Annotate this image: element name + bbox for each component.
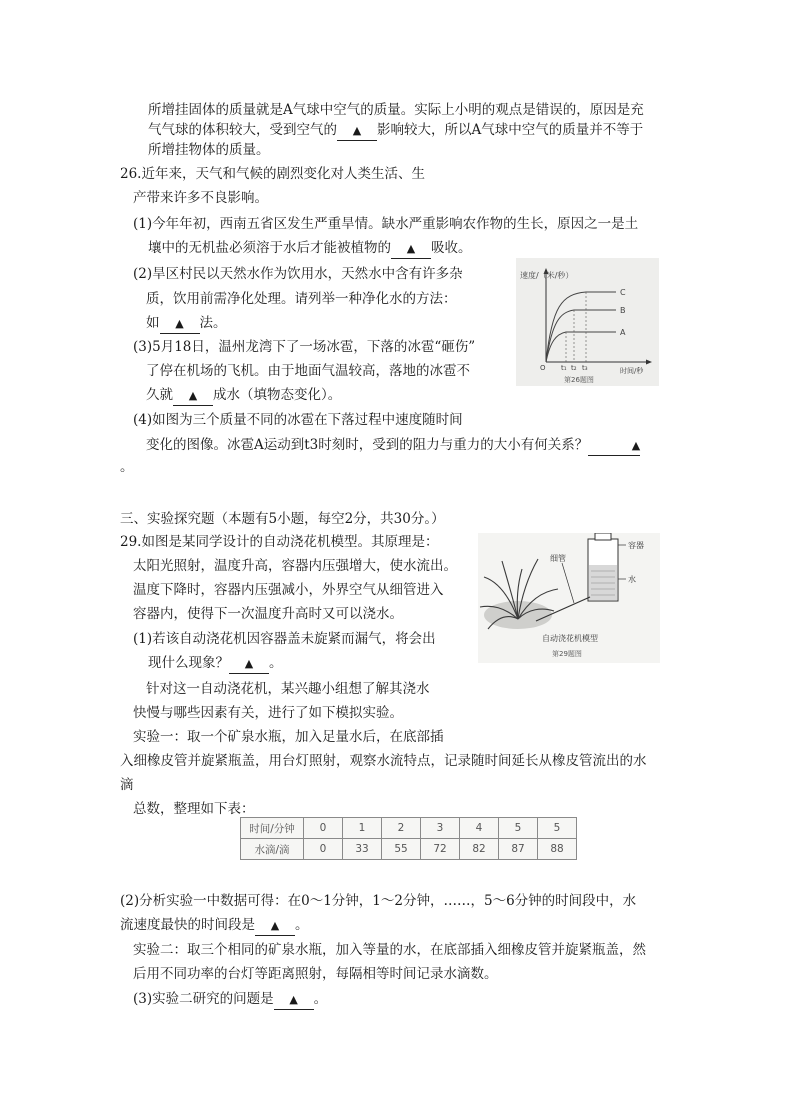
q29-intro1: 29.如图是某同学设计的自动浇花机模型。其原理是：: [120, 534, 439, 550]
q29-p2-line2: [120, 916, 309, 936]
q29-intro4: 容器内，使得下一次温度升高时又可以浇水。: [133, 606, 403, 622]
tick-t3: t₃: [582, 364, 588, 372]
answer-blank-q26-4[interactable]: [588, 436, 640, 456]
q26-intro1: 26.近年来，天气和气候的剧烈变化对人类生活、生: [120, 166, 425, 182]
q29-para1: 针对这一自动浇花机，某兴趣小组想了解其浇水: [146, 681, 430, 697]
q26-p3-line2: 了停在机场的飞机。由于地面气温较高，落地的冰雹不: [146, 363, 470, 379]
answer-blank-q26-1[interactable]: [391, 239, 431, 259]
q29-exp1-line4: 总数，整理如下表：: [133, 801, 255, 817]
figure-title: 自动浇花机模型: [542, 634, 598, 643]
figure-caption: 第29题图: [552, 650, 582, 658]
q26-p1-line2: [148, 239, 472, 259]
label-water: 水: [628, 575, 636, 584]
water-drop-table: [240, 817, 577, 860]
q26-intro2: 产带来许多不良影响。: [133, 190, 268, 206]
answer-mark: ▲: [352, 124, 362, 137]
curve-label-a: A: [620, 328, 626, 337]
q26-p3-pre: 久就: [146, 387, 173, 403]
bottle-cap: [595, 533, 611, 540]
answer-mark: ▲: [270, 919, 280, 932]
q26-p2-line3: [146, 314, 227, 334]
table-row: [241, 818, 577, 839]
section3-heading: 三、实验探究题（本题有5小题，每空2分，共30分。）: [120, 511, 445, 527]
q29-exp1-line3: 滴: [120, 777, 134, 793]
curve-label-c: C: [620, 288, 626, 297]
q26-p4-text: 变化的图像。冰雹A运动到t3时刻时，受到的阻力与重力的大小有何关系？: [146, 437, 589, 453]
answer-blank-q26-2[interactable]: [160, 314, 200, 334]
auto-watering-figure: [478, 533, 660, 663]
q29-p2-line1: (2)分析实验一中数据可得：在0～1分钟，1～2分钟，……，5～6分钟的时间段中，水: [120, 893, 637, 909]
q26-p3-line1: (3)5月18日，温州龙湾下了一场冰雹，下落的冰雹“砸伤”: [133, 339, 476, 355]
table-cell: 0: [304, 818, 343, 839]
answer-blank-q29-3[interactable]: [274, 990, 314, 1010]
answer-blank-q29-1[interactable]: [229, 654, 269, 674]
q26-p4-line1: (4)如图为三个质量不同的冰雹在下落过程中速度随时间: [133, 412, 463, 428]
q25-line1: 所增挂固体的质量就是A气球中空气的质量。实际上小明的观点是错误的，原因是充: [148, 102, 644, 118]
graph-caption: 第26题图: [564, 376, 594, 384]
q26-p2-pre: 如: [146, 315, 160, 331]
q29-para2: 快慢与哪些因素有关，进行了如下模拟实验。: [133, 705, 403, 721]
q25-line2-post: 影响较大，所以A气球中空气的质量并不等于: [377, 122, 644, 138]
q26-p2-line1: (2)旱区村民以天然水作为饮用水，天然水中含有许多杂: [133, 266, 463, 282]
answer-mark: ▲: [631, 439, 641, 452]
q26-p4-line2: [146, 436, 640, 456]
table-cell: 1: [343, 818, 382, 839]
q29-p1-post: 。: [269, 655, 283, 671]
answer-blank-q25[interactable]: [337, 121, 377, 141]
q29-p3: [133, 990, 327, 1010]
answer-blank-q26-3[interactable]: [173, 386, 213, 406]
q29-p3-post: 。: [313, 991, 328, 1007]
table-cell: 4: [460, 818, 499, 839]
table-cell: 5: [499, 818, 538, 839]
q29-p1-line1: (1)若该自动浇花机因容器盖未旋紧而漏气，将会出: [133, 631, 436, 647]
q29-p1-pre: 现什么现象？: [148, 655, 229, 671]
table-cell: 5: [538, 818, 577, 839]
q26-p1-pre: 壤中的无机盐必须溶于水后才能被植物的: [148, 240, 391, 256]
answer-mark: ▲: [289, 993, 298, 1006]
answer-mark: ▲: [175, 317, 184, 330]
q26-p4-end: 。: [120, 459, 134, 475]
table-cell: 33: [343, 839, 382, 860]
q26-p3-line3: [146, 386, 341, 406]
table-row: [241, 839, 577, 860]
answer-blank-q29-2[interactable]: [255, 916, 295, 936]
label-tube: 细管: [550, 554, 566, 563]
table-cell: 88: [538, 839, 577, 860]
figure-background: [478, 533, 660, 663]
graph-origin: O: [540, 364, 546, 372]
tick-t2: t₂: [571, 364, 577, 372]
table-cell: 2: [382, 818, 421, 839]
answer-mark: ▲: [244, 657, 254, 670]
q26-p1-line1: (1)今年年初，西南五省区发生严重旱情。缺水严重影响农作物的生长，原因之一是土: [133, 216, 639, 232]
table-cell: 3: [421, 818, 460, 839]
q29-p3-pre: (3)实验二研究的问题是: [133, 991, 274, 1007]
q29-p2-pre: 流速度最快的时间段是: [120, 917, 255, 933]
q26-p1-post: 吸收。: [431, 240, 472, 256]
q25-line2-pre: 气气球的体积较大，受到空气的: [148, 122, 337, 138]
q29-exp2-line1: 实验二：取三个相同的矿泉水瓶，加入等量的水，在底部插入细橡皮管并旋紧瓶盖，然: [133, 942, 646, 958]
table-cell: 82: [460, 839, 499, 860]
table-cell: 0: [304, 839, 343, 860]
answer-mark: ▲: [406, 242, 416, 255]
q26-p2-post: 法。: [199, 315, 227, 331]
table-header-time: 时间/分钟: [241, 818, 304, 839]
graph-x-label: 时间/秒: [620, 367, 644, 375]
curve-label-b: B: [620, 306, 626, 315]
table-cell: 55: [382, 839, 421, 860]
q29-intro3: 温度下降时，容器内压强减小，外界空气从细管进入: [133, 582, 444, 598]
q26-p3-post: 成水（填物态变化）。: [213, 387, 342, 403]
q26-p2-line2: 质，饮用前需净化处理。请列举一种净化水的方法：: [146, 291, 457, 307]
q29-exp2-line2: 后用不同功率的台灯等距离照射，每隔相等时间记录水滴数。: [133, 966, 498, 982]
label-container: 容器: [628, 541, 644, 550]
table-header-drops: 水滴/滴: [241, 839, 304, 860]
q29-p1-line2: [148, 654, 283, 674]
q25-line2: [148, 121, 643, 141]
table-cell: 87: [499, 839, 538, 860]
tick-t1: t₁: [561, 364, 567, 372]
answer-mark: ▲: [188, 389, 198, 402]
q29-intro2: 太阳光照射，温度升高，容器内压强增大，使水流出。: [133, 558, 457, 574]
q29-exp1-line1: 实验一：取一个矿泉水瓶，加入足量水后，在底部插: [133, 729, 444, 745]
q29-p2-post: 。: [295, 917, 309, 933]
q25-line3: 所增挂物体的质量。: [148, 142, 270, 158]
graph-y-label: 速度/（米/秒）: [520, 271, 574, 280]
table-cell: 72: [421, 839, 460, 860]
speed-time-graph: [516, 258, 659, 386]
q29-exp1-line2: 入细橡皮管并旋紧瓶盖，用台灯照射，观察水流特点，记录随时间延长从橡皮管流出的水: [120, 753, 647, 769]
